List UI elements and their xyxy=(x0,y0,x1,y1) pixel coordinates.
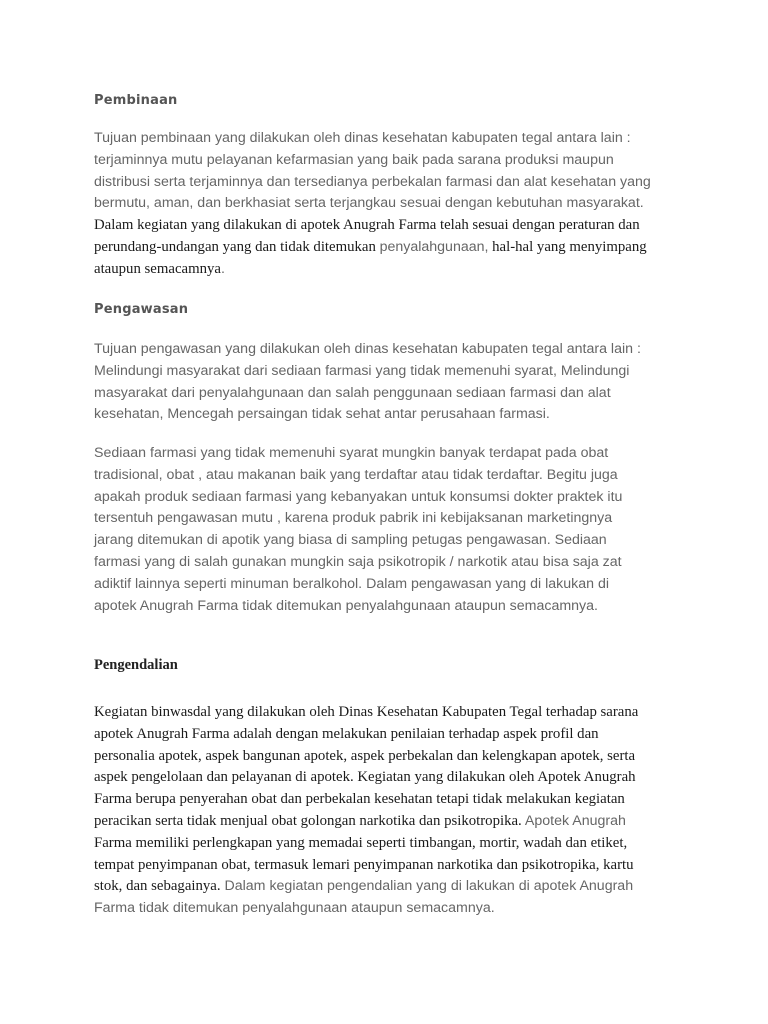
text-line: tradisional, obat , atau makanan baik yang terdaftar atau tidak terdaftar. Begitu juga xyxy=(94,466,618,483)
text-run: ataupun semacamnya xyxy=(94,260,221,277)
text-line: Tujuan pembinaan yang dilakukan oleh dinas kesehatan kabupaten tegal antara lain : xyxy=(94,130,631,146)
paragraph-pengawasan-2 xyxy=(94,443,684,617)
text-line-mixed xyxy=(94,811,684,833)
text-run: Dalam kegiatan pengendalian yang di lakukan di apotek Anugrah xyxy=(220,878,634,895)
text-run: perundang-undangan yang dan tidak ditemukan xyxy=(94,238,380,255)
text-line-mixed xyxy=(94,876,684,898)
text-line: Tujuan pengawasan yang dilakukan oleh dinas kesehatan kabupaten tegal antara lain : xyxy=(94,341,641,357)
text-line: farmasi yang di salah gunakan mungkin saja psikotropik / narkotik atau bisa saja zat xyxy=(94,553,622,570)
text-line: distribusi serta terjaminnya dan tersedianya perbekalan farmasi dan alat kesehatan yang xyxy=(94,173,651,190)
text-line: bermutu, aman, dan berkhasiat serta terjangkau sesuai dengan kebutuhan masyarakat. xyxy=(94,195,644,212)
text-line: apotek Anugrah Farma adalah dengan melakukan penilaian terhadap aspek profil dan xyxy=(94,725,599,742)
text-line: personalia apotek, aspek bangunan apotek, aspek perbekalan dan kelengkapan apotek, serta xyxy=(94,747,636,764)
text-line: kesehatan, Mencegah persaingan tidak sehat antar perusahaan farmasi. xyxy=(94,406,550,423)
text-line: Melindungi masyarakat dari sediaan farmasi yang tidak memenuhi syarat, Melindungi xyxy=(94,362,630,379)
text-line: Dalam kegiatan yang dilakukan di apotek Anugrah Farma telah sesuai dengan peraturan dan xyxy=(94,217,640,234)
text-line: apakah produk sediaan farmasi yang kebanyakan untuk konsumsi dokter praktek itu xyxy=(94,488,623,505)
paragraph-pengawasan-1 xyxy=(94,339,684,426)
text-line-mixed xyxy=(94,259,684,281)
text-line: terjaminnya mutu pelayanan kefarmasian yang baik pada sarana produksi maupun xyxy=(94,151,614,168)
text-line: tersentuh pengawasan mutu , karena produk pabrik ini kebijaksanan marketingnya xyxy=(94,510,613,527)
heading-pembinaan: Pembinaan xyxy=(94,93,178,108)
text-line-mixed xyxy=(94,237,684,259)
text-line: Kegiatan binwasdal yang dilakukan oleh Dinas Kesehatan Kabupaten Tegal terhadap sarana xyxy=(94,704,639,720)
text-line: masyarakat dari penyalahgunaan dan salah penggunaan sediaan farmasi dan alat xyxy=(94,384,611,401)
heading-pengendalian: Pengendalian xyxy=(94,657,178,673)
text-line: Sediaan farmasi yang tidak memenuhi syarat mungkin banyak terdapat pada obat xyxy=(94,445,609,461)
text-line: Farma memiliki perlengkapan yang memadai seperti timbangan, mortir, wadah dan etiket, xyxy=(94,834,628,851)
text-run: peracikan serta tidak menjual obat golongan narkotika dan psikotropika. xyxy=(94,812,522,829)
text-run: Apotek Anugrah xyxy=(521,812,626,829)
text-line: apotek Anugrah Farma tidak ditemukan penyalahgunaan ataupun semacamnya. xyxy=(94,597,598,614)
text-line: Farma berupa penyerahan obat dan perbekalan kesehatan tetapi tidak melakukan kegiatan xyxy=(94,791,625,808)
text-run: . xyxy=(220,260,225,277)
heading-pengawasan: Pengawasan xyxy=(94,302,189,317)
text-line: Farma tidak ditemukan penyalahgunaan ataupun semacamnya. xyxy=(94,900,495,917)
text-line: tempat penyimpanan obat, termasuk lemari penyimpanan narkotika dan psikotropika, kartu xyxy=(94,856,634,873)
paragraph-pengendalian xyxy=(94,702,684,920)
text-line: jarang ditemukan di apotik yang biasa di sampling petugas pengawasan. Sediaan xyxy=(94,532,607,549)
paragraph-pembinaan xyxy=(94,128,684,281)
text-run: hal-hal yang menyimpang xyxy=(488,238,647,255)
text-run: stok, dan sebagainya. xyxy=(94,878,221,895)
text-line: adiktif lainnya seperti minuman beralkohol. Dalam pengawasan yang di lakukan di xyxy=(94,575,609,592)
text-line: aspek pengelolaan dan pelayanan di apotek. Kegiatan yang dilakukan oleh Apotek Anugrah xyxy=(94,769,636,786)
text-run: penyalahgunaan, xyxy=(379,238,489,255)
